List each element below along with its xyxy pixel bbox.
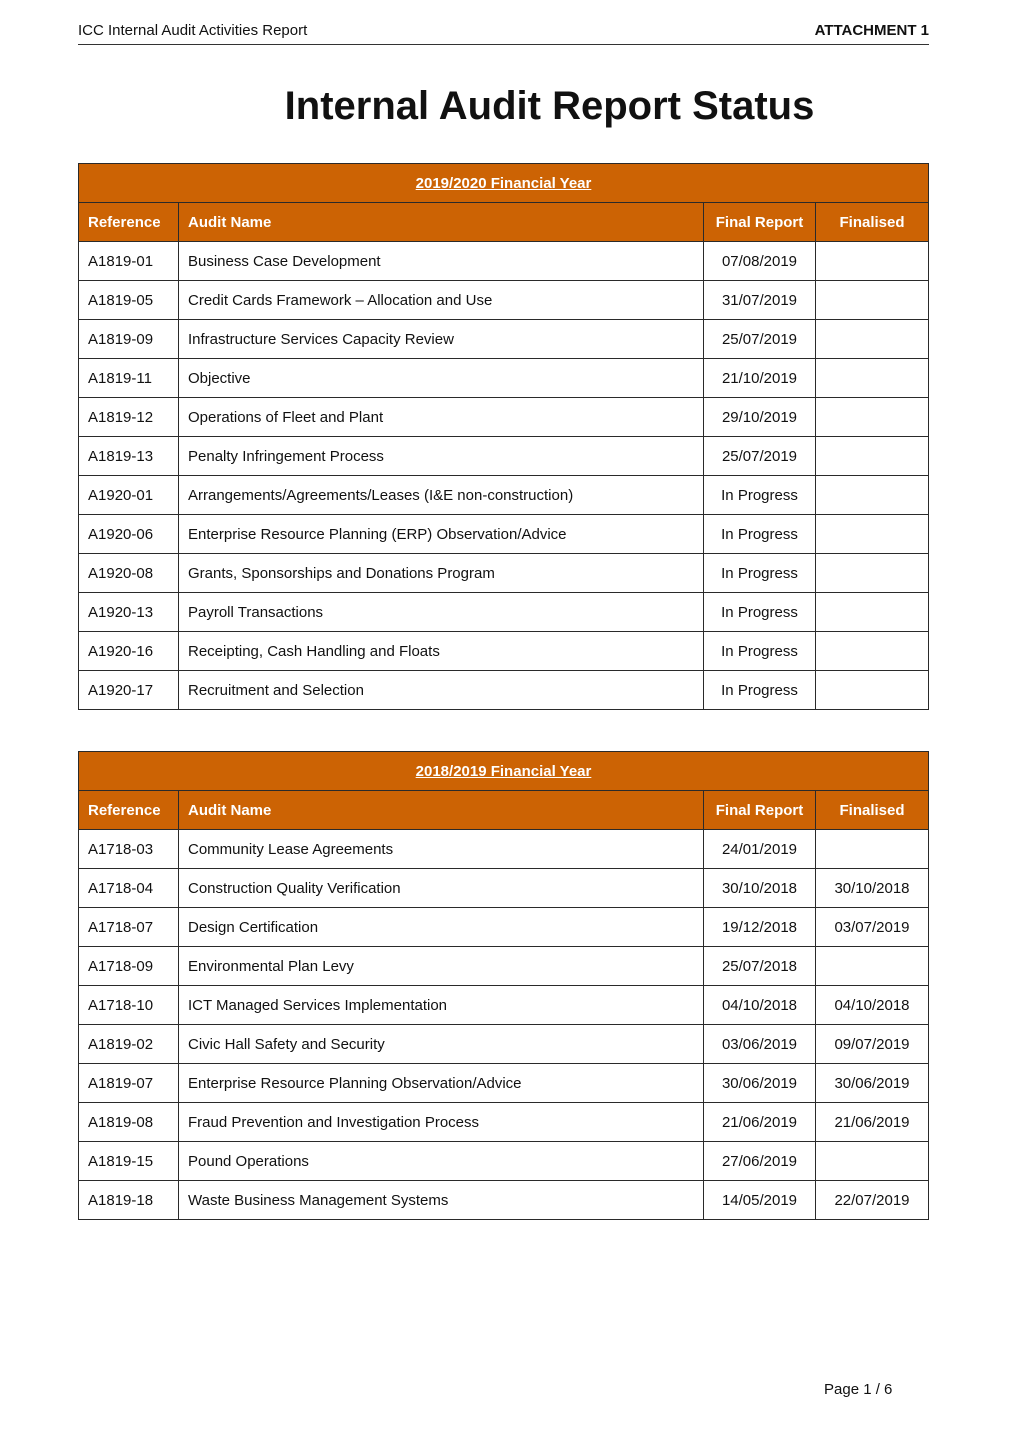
column-header-final-report: Final Report <box>704 791 816 830</box>
audit-table-2019-2020 <box>78 163 929 710</box>
reference-cell: A1819-12 <box>79 398 179 437</box>
audit-name-cell: Waste Business Management Systems <box>179 1181 704 1220</box>
finalised-cell <box>816 476 929 515</box>
reference-cell: A1920-01 <box>79 476 179 515</box>
finalised-cell: 04/10/2018 <box>816 986 929 1025</box>
audit-name-cell: Pound Operations <box>179 1142 704 1181</box>
finalised-cell <box>816 671 929 710</box>
table-row <box>79 593 929 632</box>
table-row <box>79 437 929 476</box>
financial-year-title: 2018/2019 Financial Year <box>79 752 929 791</box>
finalised-cell <box>816 830 929 869</box>
finalised-cell: 21/06/2019 <box>816 1103 929 1142</box>
finalised-cell <box>816 437 929 476</box>
column-header-reference: Reference <box>79 791 179 830</box>
table-row <box>79 554 929 593</box>
audit-name-cell: Environmental Plan Levy <box>179 947 704 986</box>
audit-name-cell: Penalty Infringement Process <box>179 437 704 476</box>
final-report-cell: 30/06/2019 <box>704 1064 816 1103</box>
final-report-cell: 21/10/2019 <box>704 359 816 398</box>
financial-year-title: 2019/2020 Financial Year <box>79 164 929 203</box>
table-row <box>79 281 929 320</box>
finalised-cell <box>816 359 929 398</box>
final-report-cell: 30/10/2018 <box>704 869 816 908</box>
reference-cell: A1718-04 <box>79 869 179 908</box>
column-header-audit-name: Audit Name <box>179 203 704 242</box>
table-row <box>79 359 929 398</box>
audit-name-cell: Fraud Prevention and Investigation Process <box>179 1103 704 1142</box>
finalised-cell <box>816 398 929 437</box>
report-name: ICC Internal Audit Activities Report <box>78 22 308 39</box>
table-row <box>79 908 929 947</box>
finalised-cell <box>816 515 929 554</box>
reference-cell: A1819-13 <box>79 437 179 476</box>
page-title: Internal Audit Report Status <box>284 84 815 128</box>
final-report-cell: 27/06/2019 <box>704 1142 816 1181</box>
table-row <box>79 398 929 437</box>
reference-cell: A1819-07 <box>79 1064 179 1103</box>
final-report-cell: 07/08/2019 <box>704 242 816 281</box>
reference-cell: A1718-03 <box>79 830 179 869</box>
column-header-reference: Reference <box>79 203 179 242</box>
final-report-cell: In Progress <box>704 554 816 593</box>
table-row <box>79 476 929 515</box>
audit-name-cell: Enterprise Resource Planning Observation/Advice <box>179 1064 704 1103</box>
final-report-cell: 31/07/2019 <box>704 281 816 320</box>
audit-name-cell: ICT Managed Services Implementation <box>179 986 704 1025</box>
reference-cell: A1920-06 <box>79 515 179 554</box>
finalised-cell: 09/07/2019 <box>816 1025 929 1064</box>
reference-cell: A1718-09 <box>79 947 179 986</box>
final-report-cell: 21/06/2019 <box>704 1103 816 1142</box>
final-report-cell: 24/01/2019 <box>704 830 816 869</box>
final-report-cell: 25/07/2018 <box>704 947 816 986</box>
finalised-cell: 03/07/2019 <box>816 908 929 947</box>
finalised-cell <box>816 1142 929 1181</box>
reference-cell: A1920-13 <box>79 593 179 632</box>
reference-cell: A1819-01 <box>79 242 179 281</box>
final-report-cell: 14/05/2019 <box>704 1181 816 1220</box>
final-report-cell: In Progress <box>704 671 816 710</box>
audit-name-cell: Arrangements/Agreements/Leases (I&E non-construction) <box>179 476 704 515</box>
financial-year-header-row <box>79 164 929 203</box>
attachment-label: ATTACHMENT 1 <box>814 22 929 39</box>
column-header-final-report: Final Report <box>704 203 816 242</box>
audit-name-cell: Operations of Fleet and Plant <box>179 398 704 437</box>
column-header-finalised: Finalised <box>816 203 929 242</box>
reference-cell: A1819-11 <box>79 359 179 398</box>
table-row <box>79 671 929 710</box>
reference-cell: A1920-17 <box>79 671 179 710</box>
audit-table-2018-2019 <box>78 751 929 1220</box>
reference-cell: A1819-09 <box>79 320 179 359</box>
reference-cell: A1819-18 <box>79 1181 179 1220</box>
final-report-cell: 29/10/2019 <box>704 398 816 437</box>
column-header-audit-name: Audit Name <box>179 791 704 830</box>
audit-name-cell: Civic Hall Safety and Security <box>179 1025 704 1064</box>
reference-cell: A1819-02 <box>79 1025 179 1064</box>
column-header-finalised: Finalised <box>816 791 929 830</box>
audit-name-cell: Infrastructure Services Capacity Review <box>179 320 704 359</box>
column-header-row <box>79 791 929 830</box>
final-report-cell: 19/12/2018 <box>704 908 816 947</box>
table-row <box>79 947 929 986</box>
reference-cell: A1819-08 <box>79 1103 179 1142</box>
finalised-cell <box>816 947 929 986</box>
finalised-cell: 30/10/2018 <box>816 869 929 908</box>
audit-name-cell: Objective <box>179 359 704 398</box>
final-report-cell: In Progress <box>704 632 816 671</box>
table-row <box>79 632 929 671</box>
page-header <box>78 22 929 45</box>
audit-name-cell: Receipting, Cash Handling and Floats <box>179 632 704 671</box>
audit-name-cell: Design Certification <box>179 908 704 947</box>
final-report-cell: 25/07/2019 <box>704 437 816 476</box>
finalised-cell: 30/06/2019 <box>816 1064 929 1103</box>
reference-cell: A1819-15 <box>79 1142 179 1181</box>
final-report-cell: 03/06/2019 <box>704 1025 816 1064</box>
audit-name-cell: Community Lease Agreements <box>179 830 704 869</box>
finalised-cell <box>816 593 929 632</box>
table-row <box>79 830 929 869</box>
table-row <box>79 320 929 359</box>
audit-name-cell: Payroll Transactions <box>179 593 704 632</box>
table-row <box>79 869 929 908</box>
table-row <box>79 515 929 554</box>
audit-name-cell: Recruitment and Selection <box>179 671 704 710</box>
finalised-cell <box>816 632 929 671</box>
audit-name-cell: Grants, Sponsorships and Donations Program <box>179 554 704 593</box>
finalised-cell <box>816 554 929 593</box>
table-row <box>79 1025 929 1064</box>
reference-cell: A1718-07 <box>79 908 179 947</box>
final-report-cell: 25/07/2019 <box>704 320 816 359</box>
table-row <box>79 1064 929 1103</box>
final-report-cell: In Progress <box>704 593 816 632</box>
reference-cell: A1718-10 <box>79 986 179 1025</box>
audit-name-cell: Business Case Development <box>179 242 704 281</box>
table-row <box>79 242 929 281</box>
table-row <box>79 986 929 1025</box>
finalised-cell <box>816 281 929 320</box>
finalised-cell <box>816 320 929 359</box>
table-row <box>79 1103 929 1142</box>
reference-cell: A1920-16 <box>79 632 179 671</box>
audit-name-cell: Construction Quality Verification <box>179 869 704 908</box>
finalised-cell <box>816 242 929 281</box>
reference-cell: A1920-08 <box>79 554 179 593</box>
table-row <box>79 1142 929 1181</box>
table-row <box>79 1181 929 1220</box>
final-report-cell: 04/10/2018 <box>704 986 816 1025</box>
audit-name-cell: Credit Cards Framework – Allocation and Use <box>179 281 704 320</box>
audit-name-cell: Enterprise Resource Planning (ERP) Observation/Advice <box>179 515 704 554</box>
final-report-cell: In Progress <box>704 476 816 515</box>
final-report-cell: In Progress <box>704 515 816 554</box>
page-number: Page 1 / 6 <box>824 1381 893 1398</box>
column-header-row <box>79 203 929 242</box>
reference-cell: A1819-05 <box>79 281 179 320</box>
finalised-cell: 22/07/2019 <box>816 1181 929 1220</box>
financial-year-header-row <box>79 752 929 791</box>
